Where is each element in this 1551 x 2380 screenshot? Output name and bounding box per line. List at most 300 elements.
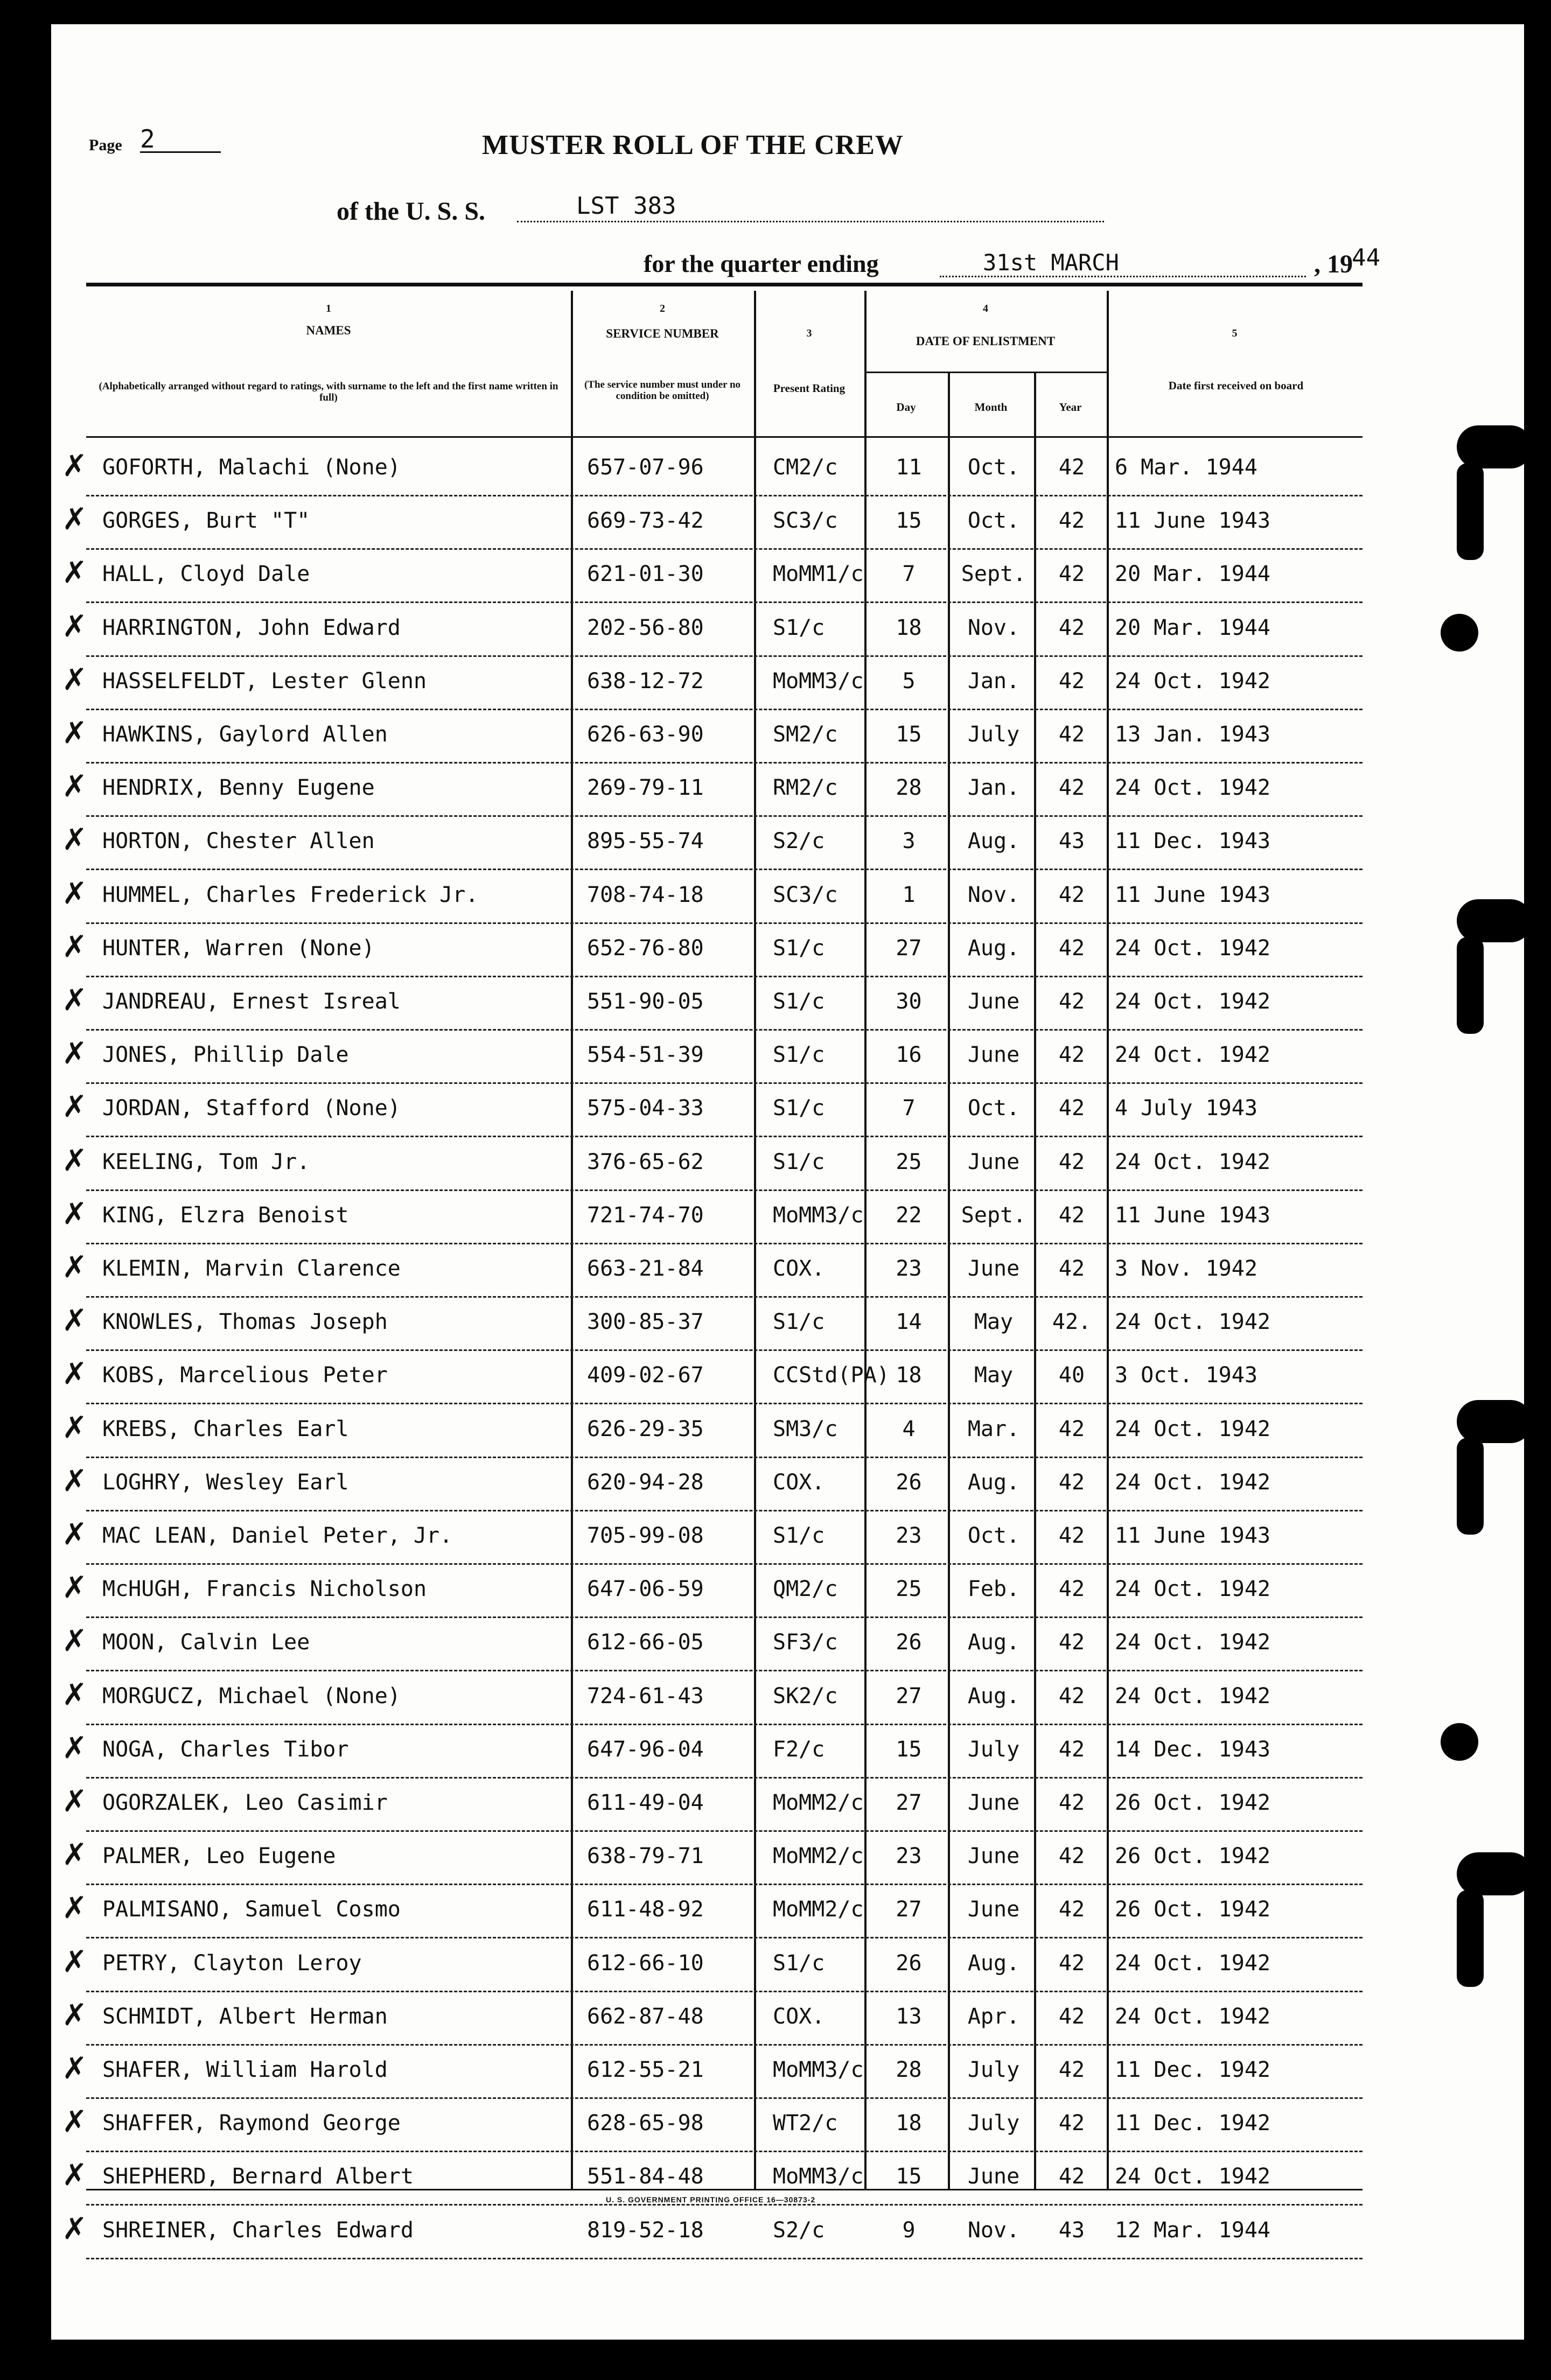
enlistment-month: Sept. bbox=[961, 562, 1026, 587]
enlistment-day: 15 bbox=[896, 1737, 922, 1762]
col4-day-label: Day bbox=[896, 401, 916, 414]
service-number: 612-66-05 bbox=[587, 1630, 704, 1655]
service-number: 724-61-43 bbox=[587, 1683, 704, 1709]
crew-name: GOFORTH, Malachi (None) bbox=[102, 455, 401, 480]
enlistment-day: 18 bbox=[896, 615, 922, 640]
enlistment-month: Apr. bbox=[967, 2004, 1020, 2029]
enlistment-month: July bbox=[967, 2111, 1020, 2136]
date-received: 24 Oct. 1942 bbox=[1115, 2004, 1270, 2029]
enlistment-year: 42 bbox=[1058, 2164, 1085, 2189]
enlistment-day: 1 bbox=[902, 882, 916, 907]
date-received: 24 Oct. 1942 bbox=[1115, 1683, 1270, 1709]
present-rating: SC3/c bbox=[773, 508, 838, 534]
check-mark-icon: ✗ bbox=[62, 1196, 87, 1231]
enlistment-year: 42 bbox=[1058, 1683, 1085, 1709]
service-number: 611-49-04 bbox=[587, 1790, 704, 1815]
date-received: 11 June 1943 bbox=[1115, 508, 1270, 534]
date-received: 20 Mar. 1944 bbox=[1115, 615, 1270, 640]
crew-name: OGORZALEK, Leo Casimir bbox=[102, 1790, 388, 1815]
enlistment-day: 15 bbox=[896, 2164, 922, 2189]
enlistment-day: 23 bbox=[896, 1523, 922, 1548]
check-mark-icon: ✗ bbox=[62, 716, 87, 751]
date-received: 26 Oct. 1942 bbox=[1115, 1897, 1270, 1922]
table-row bbox=[62, 1511, 1363, 1565]
binder-clip bbox=[1457, 425, 1532, 468]
enlistment-month: July bbox=[967, 1737, 1020, 1762]
crew-name: HASSELFELDT, Lester Glenn bbox=[102, 668, 427, 694]
col1-note: (Alphabetically arranged without regard to ratings, with surname to the left and the first name written in full) bbox=[99, 381, 558, 403]
binder-clip bbox=[1457, 1852, 1532, 1895]
col1-number: 1 bbox=[326, 303, 331, 314]
check-mark-icon: ✗ bbox=[62, 502, 87, 537]
crew-name: KLEMIN, Marvin Clarence bbox=[102, 1256, 401, 1281]
present-rating: QM2/c bbox=[773, 1577, 838, 1602]
service-number: 638-12-72 bbox=[587, 668, 704, 694]
enlistment-month: July bbox=[967, 2057, 1020, 2082]
service-number: 669-73-42 bbox=[587, 508, 704, 534]
col4-month-label: Month bbox=[974, 401, 1008, 414]
enlistment-year: 42 bbox=[1058, 1523, 1085, 1548]
date-received: 24 Oct. 1942 bbox=[1115, 668, 1270, 694]
table-row bbox=[62, 764, 1363, 817]
col5-number: 5 bbox=[1232, 327, 1238, 339]
date-received: 14 Dec. 1943 bbox=[1115, 1737, 1270, 1762]
date-received: 24 Oct. 1942 bbox=[1115, 1630, 1270, 1655]
check-mark-icon: ✗ bbox=[62, 449, 87, 484]
enlistment-day: 28 bbox=[896, 2057, 922, 2082]
crew-name: SHEPHERD, Bernard Albert bbox=[102, 2164, 414, 2189]
service-number: 575-04-33 bbox=[587, 1096, 704, 1121]
enlistment-day: 22 bbox=[896, 1202, 922, 1228]
crew-name: SHAFER, William Harold bbox=[102, 2057, 388, 2082]
enlistment-year: 42 bbox=[1058, 1737, 1085, 1762]
enlistment-day: 26 bbox=[896, 1630, 922, 1655]
table-row bbox=[62, 1351, 1363, 1404]
enlistment-day: 28 bbox=[896, 775, 922, 801]
service-number: 708-74-18 bbox=[587, 882, 704, 907]
crew-name: PETRY, Clayton Leroy bbox=[102, 1950, 362, 1976]
present-rating: S2/c bbox=[773, 2217, 825, 2243]
crew-name: KEELING, Tom Jr. bbox=[102, 1149, 310, 1174]
present-rating: MoMM3/c bbox=[773, 2164, 864, 2189]
enlistment-day: 18 bbox=[896, 2111, 922, 2136]
enlistment-year: 42 bbox=[1058, 1096, 1085, 1121]
check-mark-icon: ✗ bbox=[62, 1410, 87, 1445]
enlistment-year: 42 bbox=[1058, 2111, 1085, 2136]
enlistment-year: 43 bbox=[1058, 2217, 1085, 2243]
check-mark-icon: ✗ bbox=[62, 1036, 87, 1072]
date-received: 11 June 1943 bbox=[1115, 1523, 1270, 1548]
present-rating: MoMM3/c bbox=[773, 1202, 864, 1228]
enlistment-day: 9 bbox=[902, 2217, 916, 2243]
crew-name: LOGHRY, Wesley Earl bbox=[102, 1469, 349, 1495]
enlistment-year: 42 bbox=[1058, 1630, 1085, 1655]
date-received: 12 Mar. 1944 bbox=[1115, 2217, 1270, 2243]
enlistment-year: 42 bbox=[1058, 1202, 1085, 1228]
check-mark-icon: ✗ bbox=[62, 608, 87, 644]
service-number: 621-01-30 bbox=[587, 562, 704, 587]
service-number: 652-76-80 bbox=[587, 935, 704, 961]
present-rating: S1/c bbox=[773, 1523, 825, 1548]
enlistment-day: 26 bbox=[896, 1950, 922, 1976]
enlistment-month: June bbox=[967, 1149, 1020, 1174]
col5-title: Date first received on board bbox=[1168, 379, 1304, 392]
present-rating: MoMM3/c bbox=[773, 668, 864, 694]
crew-name: SCHMIDT, Albert Herman bbox=[102, 2004, 388, 2029]
enlistment-subheader-rule bbox=[864, 372, 1107, 373]
table-row bbox=[62, 550, 1363, 603]
enlistment-day: 30 bbox=[896, 989, 922, 1014]
table-row bbox=[62, 1992, 1363, 2046]
enlistment-month: Aug. bbox=[967, 935, 1020, 961]
enlistment-month: Oct. bbox=[967, 1096, 1020, 1121]
enlistment-month: Aug. bbox=[967, 1950, 1020, 1976]
enlistment-year: 42 bbox=[1058, 508, 1085, 534]
present-rating: COX. bbox=[773, 1256, 825, 1281]
enlistment-year: 42 bbox=[1058, 722, 1085, 747]
crew-name: MORGUCZ, Michael (None) bbox=[102, 1683, 401, 1709]
check-mark-icon: ✗ bbox=[62, 2158, 87, 2193]
check-mark-icon: ✗ bbox=[62, 1517, 87, 1552]
check-mark-icon: ✗ bbox=[62, 1463, 87, 1499]
check-mark-icon: ✗ bbox=[62, 1623, 87, 1659]
enlistment-month: June bbox=[967, 1844, 1020, 1869]
enlistment-month: Aug. bbox=[967, 829, 1020, 854]
check-mark-icon: ✗ bbox=[62, 2211, 87, 2246]
date-received: 11 June 1943 bbox=[1115, 1202, 1270, 1228]
crew-name: PALMER, Leo Eugene bbox=[102, 1844, 336, 1869]
present-rating: MoMM1/c bbox=[773, 562, 864, 587]
enlistment-month: Oct. bbox=[967, 455, 1020, 480]
enlistment-month: June bbox=[967, 1897, 1020, 1922]
enlistment-day: 18 bbox=[896, 1363, 922, 1388]
binder-clip bbox=[1457, 463, 1484, 560]
service-number: 376-65-62 bbox=[587, 1149, 704, 1174]
table-row bbox=[62, 1779, 1363, 1832]
table-row bbox=[62, 1939, 1363, 1992]
present-rating: MoMM2/c bbox=[773, 1790, 864, 1815]
check-mark-icon: ✗ bbox=[62, 1303, 87, 1339]
column-header-rule bbox=[86, 436, 1363, 438]
enlistment-month: June bbox=[967, 1790, 1020, 1815]
enlistment-year: 42 bbox=[1058, 1790, 1085, 1815]
present-rating: CM2/c bbox=[773, 455, 838, 480]
crew-name: HORTON, Chester Allen bbox=[102, 829, 375, 854]
crew-name: McHUGH, Francis Nicholson bbox=[102, 1577, 427, 1602]
table-row bbox=[62, 817, 1363, 870]
table-row bbox=[62, 1458, 1363, 1511]
service-number: 721-74-70 bbox=[587, 1202, 704, 1228]
enlistment-year: 42 bbox=[1058, 1950, 1085, 1976]
present-rating: SF3/c bbox=[773, 1630, 838, 1655]
present-rating: S1/c bbox=[773, 989, 825, 1014]
crew-name: HARRINGTON, John Edward bbox=[102, 615, 401, 640]
date-received: 11 Dec. 1943 bbox=[1115, 829, 1270, 854]
enlistment-month: Aug. bbox=[967, 1683, 1020, 1709]
crew-name: JANDREAU, Ernest Isreal bbox=[102, 989, 401, 1014]
date-received: 24 Oct. 1942 bbox=[1115, 989, 1270, 1014]
date-received: 3 Oct. 1943 bbox=[1115, 1363, 1257, 1388]
check-mark-icon: ✗ bbox=[62, 555, 87, 591]
service-number: 628-65-98 bbox=[587, 2111, 704, 2136]
punch-hole bbox=[1441, 1723, 1478, 1761]
enlistment-month: Sept. bbox=[961, 1202, 1026, 1228]
table-row bbox=[62, 2206, 1363, 2259]
present-rating: SK2/c bbox=[773, 1683, 838, 1709]
col4-year-label: Year bbox=[1059, 401, 1082, 414]
enlistment-day: 11 bbox=[896, 455, 922, 480]
enlistment-year: 42 bbox=[1058, 935, 1085, 961]
col2-number: 2 bbox=[660, 303, 665, 314]
enlistment-year: 42 bbox=[1058, 562, 1085, 587]
page-number: 2 bbox=[140, 124, 221, 153]
enlistment-month: Nov. bbox=[967, 615, 1020, 640]
present-rating: S1/c bbox=[773, 1042, 825, 1068]
quarter-date: 31st MARCH bbox=[940, 249, 1306, 277]
crew-name: HALL, Cloyd Dale bbox=[102, 562, 310, 587]
table-row bbox=[62, 443, 1363, 496]
service-number: 611-48-92 bbox=[587, 1897, 704, 1922]
enlistment-day: 3 bbox=[902, 829, 916, 854]
col4-number: 4 bbox=[983, 303, 988, 314]
enlistment-day: 25 bbox=[896, 1577, 922, 1602]
col3-number: 3 bbox=[806, 327, 812, 339]
crew-table bbox=[62, 291, 1363, 2246]
present-rating: SM3/c bbox=[773, 1416, 838, 1441]
check-mark-icon: ✗ bbox=[62, 1944, 87, 1979]
enlistment-month: June bbox=[967, 989, 1020, 1014]
date-received: 20 Mar. 1944 bbox=[1115, 562, 1270, 587]
table-row bbox=[62, 1084, 1363, 1137]
crew-name: NOGA, Charles Tibor bbox=[102, 1737, 349, 1762]
date-received: 6 Mar. 1944 bbox=[1115, 455, 1257, 480]
year-prefix: , 19 bbox=[1314, 250, 1353, 278]
enlistment-month: Oct. bbox=[967, 508, 1020, 534]
date-received: 11 Dec. 1942 bbox=[1115, 2111, 1270, 2136]
table-row bbox=[62, 2099, 1363, 2152]
crew-name: KNOWLES, Thomas Joseph bbox=[102, 1310, 388, 1335]
binder-clip bbox=[1457, 1400, 1532, 1443]
enlistment-year: 42 bbox=[1058, 1416, 1085, 1441]
date-received: 24 Oct. 1942 bbox=[1115, 1950, 1270, 1976]
check-mark-icon: ✗ bbox=[62, 1891, 87, 1926]
printing-office-footer: U. S. GOVERNMENT PRINTING OFFICE 16—30873-2 bbox=[606, 2195, 816, 2204]
enlistment-month: Aug. bbox=[967, 1630, 1020, 1655]
check-mark-icon: ✗ bbox=[62, 929, 87, 964]
enlistment-month: June bbox=[967, 2164, 1020, 2189]
enlistment-year: 42 bbox=[1058, 1149, 1085, 1174]
muster-roll-sheet bbox=[51, 24, 1524, 2340]
crew-name: HENDRIX, Benny Eugene bbox=[102, 775, 375, 801]
ship-name: LST 383 bbox=[517, 192, 1104, 222]
enlistment-year: 42 bbox=[1058, 1256, 1085, 1281]
check-mark-icon: ✗ bbox=[62, 822, 87, 858]
check-mark-icon: ✗ bbox=[62, 662, 87, 697]
check-mark-icon: ✗ bbox=[62, 876, 87, 911]
date-received: 24 Oct. 1942 bbox=[1115, 775, 1270, 801]
enlistment-month: July bbox=[967, 722, 1020, 747]
enlistment-month: May bbox=[974, 1363, 1014, 1388]
enlistment-year: 42. bbox=[1052, 1310, 1092, 1335]
binder-clip bbox=[1457, 1890, 1484, 1987]
present-rating: S1/c bbox=[773, 1149, 825, 1174]
check-mark-icon: ✗ bbox=[62, 1250, 87, 1285]
service-number: 663-21-84 bbox=[587, 1256, 704, 1281]
check-mark-icon: ✗ bbox=[62, 1356, 87, 1392]
binder-clip bbox=[1457, 1438, 1484, 1535]
enlistment-month: Oct. bbox=[967, 1523, 1020, 1548]
date-received: 26 Oct. 1942 bbox=[1115, 1790, 1270, 1815]
enlistment-day: 16 bbox=[896, 1042, 922, 1068]
service-number: 551-90-05 bbox=[587, 989, 704, 1014]
present-rating: F2/c bbox=[773, 1737, 825, 1762]
table-row bbox=[62, 871, 1363, 924]
check-mark-icon: ✗ bbox=[62, 2104, 87, 2140]
date-received: 24 Oct. 1942 bbox=[1115, 1416, 1270, 1441]
year-suffix: 44 bbox=[1352, 244, 1380, 271]
present-rating: WT2/c bbox=[773, 2111, 838, 2136]
table-row bbox=[62, 977, 1363, 1031]
date-received: 24 Oct. 1942 bbox=[1115, 1042, 1270, 1068]
present-rating: COX. bbox=[773, 2004, 825, 2029]
table-row bbox=[62, 1298, 1363, 1351]
check-mark-icon: ✗ bbox=[62, 2051, 87, 2086]
enlistment-month: Nov. bbox=[967, 882, 1020, 907]
service-number: 554-51-39 bbox=[587, 1042, 704, 1068]
service-number: 626-29-35 bbox=[587, 1416, 704, 1441]
enlistment-year: 42 bbox=[1058, 2057, 1085, 2082]
enlistment-day: 5 bbox=[902, 668, 916, 694]
enlistment-month: Nov. bbox=[967, 2217, 1020, 2243]
enlistment-month: Feb. bbox=[967, 1577, 1020, 1602]
enlistment-year: 42 bbox=[1058, 615, 1085, 640]
enlistment-day: 7 bbox=[902, 562, 916, 587]
crew-name: GORGES, Burt "T" bbox=[102, 508, 310, 534]
service-number: 647-06-59 bbox=[587, 1577, 704, 1602]
service-number: 612-55-21 bbox=[587, 2057, 704, 2082]
header-rule bbox=[86, 283, 1363, 286]
col2-title: SERVICE NUMBER bbox=[606, 327, 719, 340]
present-rating: CCStd(PA) bbox=[773, 1363, 890, 1388]
present-rating: S1/c bbox=[773, 1310, 825, 1335]
row-underline bbox=[86, 2258, 1363, 2259]
present-rating: S1/c bbox=[773, 1096, 825, 1121]
binder-clip bbox=[1457, 937, 1484, 1034]
date-received: 24 Oct. 1942 bbox=[1115, 935, 1270, 961]
crew-name: KREBS, Charles Earl bbox=[102, 1416, 349, 1441]
enlistment-year: 42 bbox=[1058, 1897, 1085, 1922]
date-received: 13 Jan. 1943 bbox=[1115, 722, 1270, 747]
date-received: 24 Oct. 1942 bbox=[1115, 1149, 1270, 1174]
present-rating: MoMM2/c bbox=[773, 1897, 864, 1922]
table-row bbox=[62, 1031, 1363, 1084]
service-number: 705-99-08 bbox=[587, 1523, 704, 1548]
present-rating: S1/c bbox=[773, 1950, 825, 1976]
service-number: 638-79-71 bbox=[587, 1844, 704, 1869]
date-received: 24 Oct. 1942 bbox=[1115, 2164, 1270, 2189]
date-received: 24 Oct. 1942 bbox=[1115, 1310, 1270, 1335]
check-mark-icon: ✗ bbox=[62, 1997, 87, 2033]
crew-name: MAC LEAN, Daniel Peter, Jr. bbox=[102, 1523, 453, 1548]
table-row bbox=[62, 1191, 1363, 1244]
present-rating: S1/c bbox=[773, 935, 825, 961]
crew-name: HUNTER, Warren (None) bbox=[102, 935, 375, 961]
date-received: 24 Oct. 1942 bbox=[1115, 1469, 1270, 1495]
table-row bbox=[62, 1405, 1363, 1458]
enlistment-day: 4 bbox=[902, 1416, 916, 1441]
check-mark-icon: ✗ bbox=[62, 1730, 87, 1766]
table-row bbox=[62, 1618, 1363, 1671]
crew-name: JORDAN, Stafford (None) bbox=[102, 1096, 401, 1121]
enlistment-year: 43 bbox=[1058, 829, 1085, 854]
present-rating: COX. bbox=[773, 1469, 825, 1495]
check-mark-icon: ✗ bbox=[62, 1677, 87, 1712]
crew-name: KING, Elzra Benoist bbox=[102, 1202, 349, 1228]
present-rating: MoMM2/c bbox=[773, 1844, 864, 1869]
present-rating: SC3/c bbox=[773, 882, 838, 907]
enlistment-day: 27 bbox=[896, 1897, 922, 1922]
service-number: 612-66-10 bbox=[587, 1950, 704, 1976]
check-mark-icon: ✗ bbox=[62, 1089, 87, 1125]
check-mark-icon: ✗ bbox=[62, 769, 87, 804]
service-number: 300-85-37 bbox=[587, 1310, 704, 1335]
enlistment-year: 42 bbox=[1058, 455, 1085, 480]
enlistment-year: 42 bbox=[1058, 882, 1085, 907]
check-mark-icon: ✗ bbox=[62, 1570, 87, 1606]
present-rating: S2/c bbox=[773, 829, 825, 854]
enlistment-year: 40 bbox=[1058, 1363, 1085, 1388]
service-number: 269-79-11 bbox=[587, 775, 704, 801]
enlistment-day: 15 bbox=[896, 508, 922, 534]
crew-name: SHREINER, Charles Edward bbox=[102, 2217, 414, 2243]
table-row bbox=[62, 496, 1363, 550]
date-received: 4 July 1943 bbox=[1115, 1096, 1257, 1121]
crew-name: JONES, Phillip Dale bbox=[102, 1042, 349, 1068]
service-number: 202-56-80 bbox=[587, 615, 704, 640]
enlistment-month: June bbox=[967, 1042, 1020, 1068]
table-row bbox=[62, 1565, 1363, 1618]
enlistment-day: 14 bbox=[896, 1310, 922, 1335]
table-row bbox=[62, 604, 1363, 657]
enlistment-day: 23 bbox=[896, 1256, 922, 1281]
col2-note: (The service number must under no condition be omitted) bbox=[584, 379, 741, 402]
table-row bbox=[62, 1244, 1363, 1298]
service-number: 662-87-48 bbox=[587, 2004, 704, 2029]
page-title: MUSTER ROLL OF THE CREW bbox=[482, 130, 904, 160]
table-row bbox=[62, 924, 1363, 977]
enlistment-month: May bbox=[974, 1310, 1014, 1335]
service-number: 409-02-67 bbox=[587, 1363, 704, 1388]
enlistment-day: 7 bbox=[902, 1096, 916, 1121]
enlistment-year: 42 bbox=[1058, 668, 1085, 694]
service-number: 819-52-18 bbox=[587, 2217, 704, 2243]
enlistment-year: 42 bbox=[1058, 1042, 1085, 1068]
check-mark-icon: ✗ bbox=[62, 1143, 87, 1178]
enlistment-month: Mar. bbox=[967, 1416, 1020, 1441]
table-row bbox=[62, 2046, 1363, 2099]
punch-hole bbox=[1441, 614, 1478, 652]
page-label: Page bbox=[89, 136, 122, 154]
present-rating: RM2/c bbox=[773, 775, 838, 801]
service-number: 895-55-74 bbox=[587, 829, 704, 854]
enlistment-year: 42 bbox=[1058, 2004, 1085, 2029]
enlistment-year: 42 bbox=[1058, 989, 1085, 1014]
table-row bbox=[62, 1832, 1363, 1885]
enlistment-day: 27 bbox=[896, 1790, 922, 1815]
enlistment-day: 15 bbox=[896, 722, 922, 747]
check-mark-icon: ✗ bbox=[62, 983, 87, 1018]
enlistment-day: 27 bbox=[896, 1683, 922, 1709]
